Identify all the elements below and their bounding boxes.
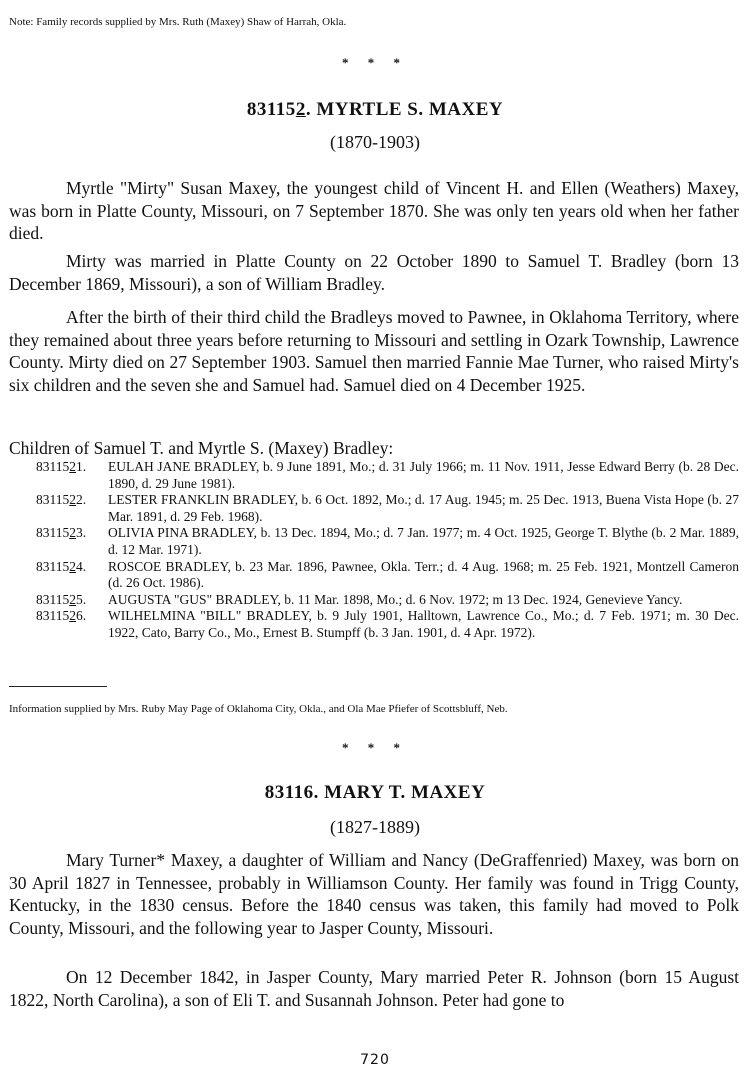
- child-details: WILHELMINA "BILL" BRADLEY, b. 9 July 1901, Halltown, Lawrence Co., Mo.; d. 7 Feb. 1971; m. 30 Dec. 1922, Cato, Barry Co., Mo., Ernest B. Stumpff (b. 3 Jan. 1901, d. 4 Apr. 1972).: [108, 608, 739, 640]
- child-number: 8311526.: [36, 608, 87, 624]
- child-number: 8311522.: [36, 492, 87, 508]
- section-separator: * * *: [342, 740, 408, 755]
- child-details: AUGUSTA "GUS" BRADLEY, b. 11 Mar. 1898, Mo.; d. 6 Nov. 1972; m 13 Dec. 1924, Genevieve Yancy.: [108, 591, 683, 607]
- paragraph: After the birth of their third child the Bradleys moved to Pawnee, in Oklahoma Territory, where they remained about three years before returning to Missouri and settling in Ozark Township, Lawrence County. Mirty died on 27 September 1903. Samuel then married Fannie Mae Turner, who raised Mirty's six children and the seven she and Samuel had. Samuel died on 4 December 1925.: [9, 307, 739, 395]
- child-details: EULAH JANE BRADLEY, b. 9 June 1891, Mo.; d. 31 July 1966; m. 11 Nov. 1911, Jesse Edward Berry (b. 28 Dec. 1890, d. 29 June 1981).: [108, 459, 739, 491]
- footnote-divider: [9, 686, 107, 687]
- section-separator: * * *: [342, 55, 408, 70]
- section-title-mary: 83116. MARY T. MAXEY: [264, 782, 486, 803]
- child-entry: [36, 459, 739, 492]
- page-number: 720: [360, 1052, 390, 1068]
- child-entry: [36, 608, 739, 641]
- child-number: 8311521.: [36, 459, 87, 474]
- child-details: ROSCOE BRADLEY, b. 23 Mar. 1896, Pawnee, Okla. Terr.; d. 4 Aug. 1968; m. 25 Feb. 1921, Montzell Cameron (d. 26 Oct. 1986).: [108, 558, 739, 591]
- information-source-note: Information supplied by Mrs. Ruby May Page of Oklahoma City, Okla., and Ola Mae Pfiefer of Scottsbluff, Neb.: [9, 703, 508, 715]
- section-dates-myrtle: (1870-1903): [330, 132, 420, 152]
- child-details: OLIVIA PINA BRADLEY, b. 13 Dec. 1894, Mo.; d. 7 Jan. 1977; m. 4 Oct. 1925, George T. Blythe (b. 2 Mar. 1889, d. 12 Mar. 1971).: [108, 525, 739, 557]
- section-title-myrtle: [0, 99, 750, 121]
- children-heading: Children of Samuel T. and Myrtle S. (Maxey) Bradley:: [9, 438, 394, 458]
- title-number-prefix: 83115: [246, 99, 296, 120]
- title-number-underlined: 2: [295, 99, 306, 120]
- child-entry: [36, 525, 739, 558]
- section-dates-mary: (1827-1889): [330, 817, 420, 837]
- child-details: LESTER FRANKLIN BRADLEY, b. 6 Oct. 1892, Mo.; d. 17 Aug. 1945; m. 25 Dec. 1913, Buena Vista Hope (b. 27 Mar. 1891, d. 29 Feb. 1968).: [108, 492, 739, 524]
- child-number: 8311523.: [36, 525, 87, 541]
- title-name: . MYRTLE S. MAXEY: [305, 99, 504, 120]
- paragraph: Mirty was married in Platte County on 22 October 1890 to Samuel T. Bradley (born 13 December 1869, Missouri), a son of William Bradley.: [9, 251, 739, 294]
- child-entry: [36, 592, 739, 609]
- paragraph: Myrtle "Mirty" Susan Maxey, the youngest child of Vincent H. and Ellen (Weathers) Maxey, was born in Platte County, Missouri, on 7 September 1870. She was only ten years old when her father died.: [9, 178, 739, 243]
- children-list: [36, 459, 739, 642]
- child-number: 8311525.: [36, 591, 87, 607]
- child-entry: [36, 492, 739, 525]
- paragraph: On 12 December 1842, in Jasper County, Mary married Peter R. Johnson (born 15 August 1822, North Carolina), a son of Eli T. and Susannah Johnson. Peter had gone to: [9, 967, 739, 1010]
- paragraph: Mary Turner* Maxey, a daughter of William and Nancy (DeGraffenried) Maxey, was born on 30 April 1827 in Tennessee, probably in Williamson County. Her family was found in Trigg County, Kentucky, in the 1830 census. Before the 1840 census was taken, this family had moved to Polk County, Missouri, and the following year to Jasper County, Missouri.: [9, 850, 739, 938]
- child-entry: [36, 559, 739, 592]
- child-number: 8311524.: [36, 558, 87, 574]
- family-records-note: Note: Family records supplied by Mrs. Ruth (Maxey) Shaw of Harrah, Okla.: [9, 16, 347, 28]
